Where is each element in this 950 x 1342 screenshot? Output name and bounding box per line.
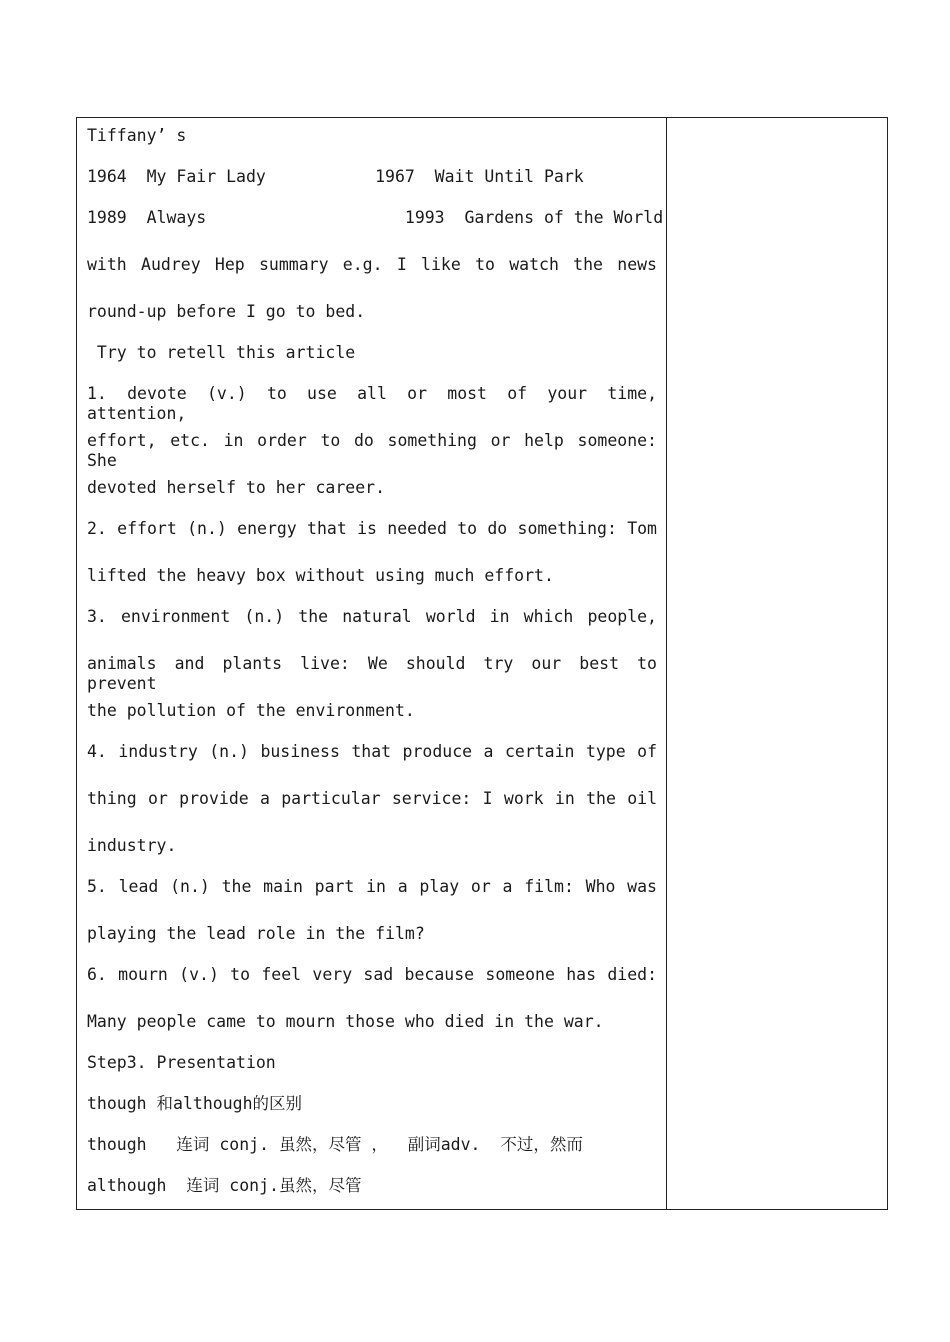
text-line: animals and plants live: We should try our best to prevent [87,654,657,693]
text-line: devoted herself to her career. [87,478,386,497]
text-line: industry. [87,836,177,855]
text-line: 6. mourn (v.) to feel very sad because someone has died: [87,965,657,984]
text-line: 5. lead (n.) the main part in a play or a film: Who was [87,877,657,896]
text-line: 1989 Always 1993 Gardens of the World [87,208,664,227]
text-line: 1. devote (v.) to use all or most of your time, attention, [87,384,657,423]
text-line: with Audrey Hep summary e.g. I like to watch the news [87,255,657,274]
text-line: Many people came to mourn those who died in the war. [87,1012,604,1031]
main-column [77,118,667,1209]
text-line: 2. effort (n.) energy that is needed to do something: Tom [87,519,657,538]
text-line: 1964 My Fair Lady 1967 Wait Until Park [87,167,584,186]
text-line: although 连词 conj.虽然，尽管 [87,1176,362,1195]
text-line: Tiffany’ s [87,126,187,145]
text-line: 3. environment (n.) the natural world in which people, [87,607,657,626]
text-line: the pollution of the environment. [87,701,415,720]
text-line: though 连词 conj. 虽然，尽管 ， 副词adv. 不过，然而 [87,1135,583,1154]
text-line: though 和although的区别 [87,1094,303,1113]
text-line: round-up before I go to bed. [87,302,366,321]
text-line: 4. industry (n.) business that produce a certain type of [87,742,657,761]
text-line: playing the lead role in the film? [87,924,425,943]
text-line: lifted the heavy box without using much effort. [87,566,554,585]
text-line: effort, etc. in order to do something or help someone: She [87,431,657,470]
content-table [76,117,888,1210]
notes-column [667,118,887,1209]
text-line: thing or provide a particular service: I work in the oil [87,789,657,808]
text-line: Step3. Presentation [87,1053,276,1072]
text-line: Try to retell this article [87,343,356,362]
